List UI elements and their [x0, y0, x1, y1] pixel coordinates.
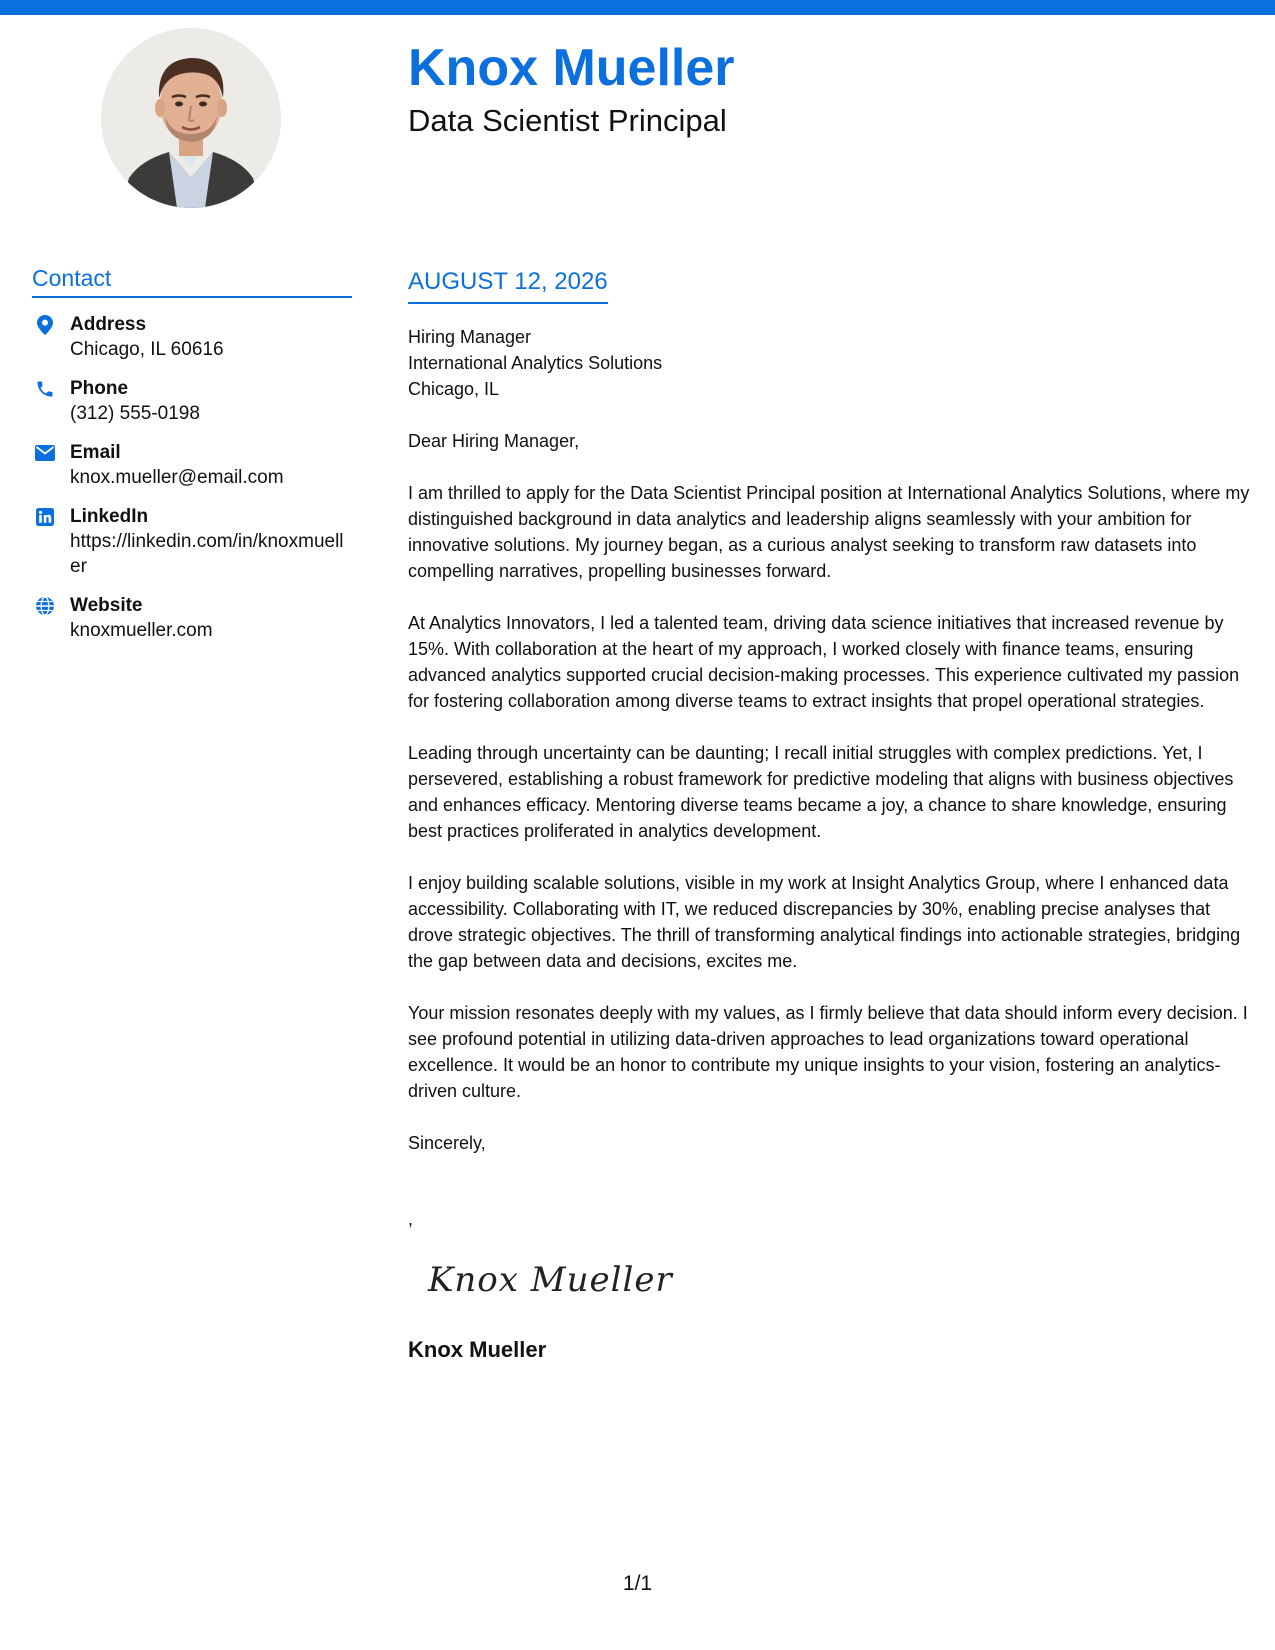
top-accent-bar [0, 0, 1275, 15]
contact-item-website [32, 593, 352, 643]
envelope-icon [34, 442, 56, 464]
contact-item-linkedin [32, 504, 352, 579]
recipient-line: Hiring Manager [408, 326, 532, 347]
letter-body [408, 268, 1253, 1363]
contact-item-email [32, 440, 352, 490]
contact-label-phone: Phone [70, 377, 129, 399]
letter-paragraph: At Analytics Innovators, I led a talented team, driving data science initiatives that increased revenue by 15%. With collaboration at the heart of my approach, I worked closely with finance teams, ensuring advanced analytics supported crucial decision-making processes. This experience cultivated my passion for fostering collaboration among diverse teams to extract insights that propel operational strategies. [408, 612, 1240, 711]
contact-value-email[interactable]: knox.mueller@email.com [70, 466, 284, 488]
contact-label-email: Email [70, 441, 121, 463]
contact-value-linkedin[interactable]: https://linkedin.com/in/knoxmueller [70, 530, 344, 577]
contact-value-address: Chicago, IL 60616 [70, 338, 224, 360]
salutation: Dear Hiring Manager, [408, 430, 580, 451]
signed-name: Knox Mueller [408, 1336, 547, 1362]
contact-label-address: Address [70, 313, 147, 335]
recipient-block [408, 324, 1253, 402]
handwritten-signature: Knox Mueller [428, 1259, 673, 1300]
closing-comma: , [408, 1208, 414, 1229]
candidate-name: Knox Mueller [408, 39, 735, 97]
contact-label-linkedin: LinkedIn [70, 505, 149, 527]
profile-photo [101, 28, 281, 208]
avatar [101, 28, 281, 208]
letter-paragraph: I am thrilled to apply for the Data Scientist Principal position at International Analytics Solutions, where my distinguished background in data analytics and leadership aligns seamlessly with your ambition for innovative solutions. My journey began, as a curious analyst seeking to transform raw datasets into compelling narratives, propelling businesses forward. [408, 482, 1250, 581]
closing: Sincerely, [408, 1132, 486, 1153]
letter-paragraph: I enjoy building scalable solutions, visible in my work at Insight Analytics Group, where I enhanced data accessibility. Collaborating with IT, we reduced discrepancies by 30%, enabling precise analyses that drove strategic objectives. The thrill of transforming analytical findings into actionable strategies, bridging the gap between data and decisions, excites me. [408, 872, 1241, 971]
contact-item-address [32, 312, 352, 362]
linkedin-icon [34, 506, 56, 528]
letter-paragraph: Your mission resonates deeply with my values, as I firmly believe that data should inform every decision. I see profound potential in utilizing data-driven approaches to lead organizations toward operational excellence. It would be an honor to contribute my unique insights to your vision, fostering an analytics-driven culture. [408, 1002, 1248, 1101]
contact-sidebar [32, 265, 352, 657]
map-pin-icon [34, 314, 56, 336]
contact-heading: Contact [32, 265, 352, 298]
phone-icon [34, 378, 56, 400]
contact-value-phone: (312) 555-0198 [70, 402, 200, 424]
job-title: Data Scientist Principal [408, 103, 727, 138]
contact-value-website[interactable]: knoxmueller.com [70, 619, 213, 641]
letter-paragraph: Leading through uncertainty can be daunting; I recall initial struggles with complex predictions. Yet, I persevered, establishing a robust framework for predictive modeling that aligns with business objectives and enhances efficacy. Mentoring diverse teams became a joy, a chance to share knowledge, ensuring best practices proliferated in analytics development. [408, 742, 1234, 841]
recipient-line: Chicago, IL [408, 378, 500, 399]
globe-icon [34, 595, 56, 617]
contact-label-website: Website [70, 594, 143, 616]
page-number: 1/1 [622, 1572, 653, 1595]
contact-item-phone [32, 376, 352, 426]
recipient-line: International Analytics Solutions [408, 352, 663, 373]
letter-date: AUGUST 12, 2026 [408, 268, 608, 304]
